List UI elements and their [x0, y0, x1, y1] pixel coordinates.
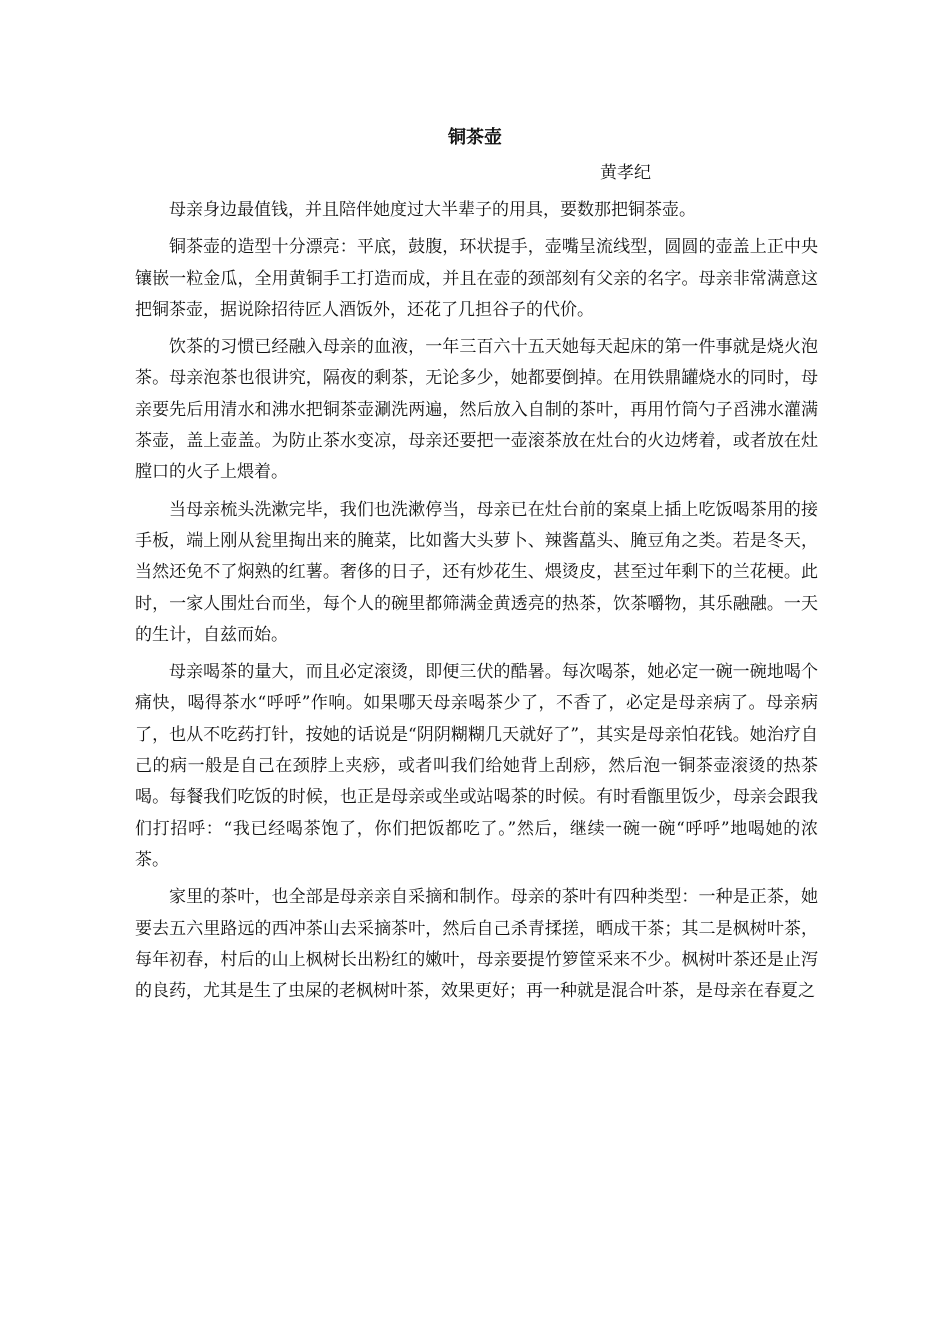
paragraph: 铜茶壶的造型十分漂亮：平底，鼓腹，环状提手，壶嘴呈流线型，圆圆的壶盖上正中央镶嵌一粒金瓜，全用黄铜手工打造而成，并且在壶的颈部刻有父亲的名字。母亲非常满意这把铜茶壶，据说除招待匠人酒饭外，还花了几担谷子的代价。	[135, 237, 818, 320]
paragraph: 饮茶的习惯已经融入母亲的血液，一年三百六十五天她每天起床的第一件事就是烧火泡茶。母亲泡茶也很讲究，隔夜的剩茶，无论多少，她都要倒掉。在用铁鼎罐烧水的同时，母亲要先后用清水和沸水把铜茶壶涮洗两遍，然后放入自制的茶叶，再用竹筒勺子舀沸水灌满茶壶，盖上壶盖。为防止茶水变凉，母亲还要把一壶滚茶放在灶台的火边烤着，或者放在灶膛口的火子上煨着。	[135, 337, 818, 483]
author-name: 黄孝纪	[600, 163, 651, 183]
document-title: 铜茶壶	[448, 127, 502, 148]
paragraph: 家里的茶叶，也全部是母亲亲自采摘和制作。母亲的茶叶有四种类型：一种是正茶，她要去五六里路远的西冲茶山去采摘茶叶，然后自己杀青揉搓，晒成干茶；其二是枫树叶茶，每年初春，村后的山上枫树长出粉红的嫩叶，母亲要提竹箩筐采来不少。枫树叶茶还是止泻的良药，尤其是生了虫屎的老枫树叶茶，效果更好；再一种就是混合叶茶，是母亲在春夏之	[135, 887, 818, 1002]
article-body	[135, 195, 818, 1013]
paragraph: 当母亲梳头洗漱完毕，我们也洗漱停当，母亲已在灶台前的案桌上插上吃饭喝茶用的接手板，端上刚从瓮里掏出来的腌菜，比如酱大头萝卜、辣酱藠头、腌豆角之类。若是冬天，当然还免不了焖熟的红薯。奢侈的日子，还有炒花生、煨烫皮，甚至过年剩下的兰花梗。此时，一家人围灶台而坐，每个人的碗里都筛满金黄透亮的热茶，饮茶嚼物，其乐融融。一天的生计，自兹而始。	[135, 499, 818, 645]
paragraph: 母亲喝茶的量大，而且必定滚烫，即便三伏的酷暑。每次喝茶，她必定一碗一碗地喝个痛快，喝得茶水“呼呼”作响。如果哪天母亲喝茶少了，不香了，必定是母亲病了。母亲病了，也从不吃药打针，按她的话说是“阴阴糊糊几天就好了”，其实是母亲怕花钱。她治疗自己的病一般是自己在颈脖上夹痧，或者叫我们给她背上刮痧，然后泡一铜茶壶滚烫的热茶喝。每餐我们吃饭的时候，也正是母亲或坐或站喝茶的时候。有时看甑里饭少，母亲会跟我们打招呼：“我已经喝茶饱了，你们把饭都吃了。”然后，继续一碗一碗“呼呼”地喝她的浓茶。	[135, 662, 818, 870]
paragraph: 母亲身边最值钱，并且陪伴她度过大半辈子的用具，要数那把铜茶壶。	[169, 200, 696, 220]
